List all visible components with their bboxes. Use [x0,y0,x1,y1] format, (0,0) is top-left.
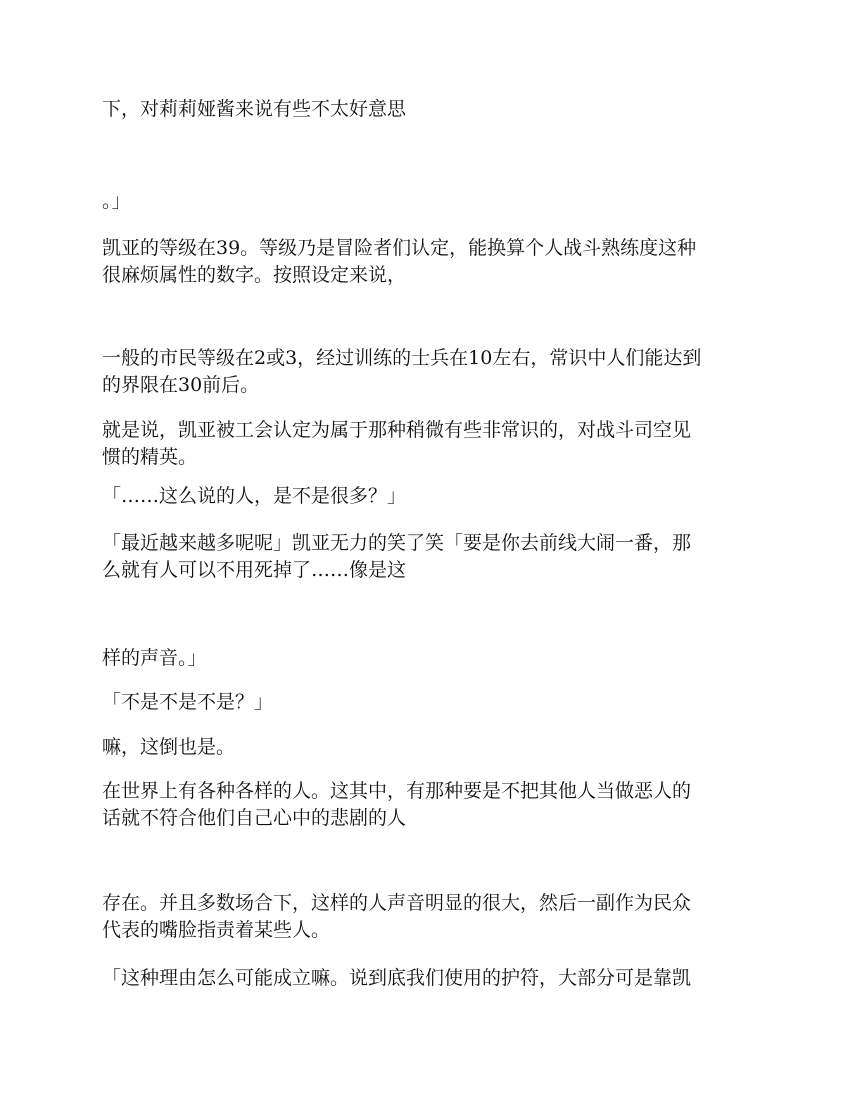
paragraph-5 [102,417,750,471]
paragraph-9 [102,689,750,716]
text-line: 代表的嘴脸指责着某些人。 [102,919,331,941]
text-line: 么就有人可以不用死掉了……像是这 [102,559,407,581]
text-line: 一般的市民等级在2或3，经过训练的士兵在10左右，常识中人们能达到 [102,347,702,369]
paragraph-7 [102,530,750,584]
text-line: 很麻烦属性的数字。按照设定来说， [102,264,407,286]
text-line: 就是说，凯亚被工会认定为属于那种稍微有些非常识的，对战斗司空见 [102,419,692,441]
paragraph-1 [102,96,750,123]
text-line: 惯的精英。 [102,446,198,468]
paragraph-4 [102,345,750,399]
paragraph-6 [102,483,750,510]
text-line: 样的声音。」 [102,647,207,669]
text-line: 「最近越来越多呢呢」凯亚无力的笑了笑「要是你去前线大闹一番，那 [102,532,692,554]
paragraph-2 [102,188,750,215]
paragraph-8 [102,645,750,672]
text-line: 在世界上有各种各样的人。这其中，有那种要是不把其他人当做恶人的 [102,780,692,802]
paragraph-13 [102,965,750,992]
paragraph-3 [102,235,750,289]
text-line: 凯亚的等级在39。等级乃是冒险者们认定，能换算个人战斗熟练度这种 [102,237,697,259]
text-line: 存在。并且多数场合下，这样的人声音明显的很大，然后一副作为民众 [102,892,692,914]
text-line: 。」 [102,190,131,212]
text-line: 的界限在30前后。 [102,374,260,396]
paragraph-10 [102,734,750,761]
paragraph-12 [102,890,750,944]
text-line: 「这种理由怎么可能成立嘛。说到底我们使用的护符，大部分可是靠凯 [102,967,692,989]
text-line: 「……这么说的人，是不是很多？」 [102,485,407,507]
text-line: 嘛，这倒也是。 [102,736,236,758]
text-line: 「不是不是不是？」 [102,691,274,713]
text-line: 话就不符合他们自己心中的悲剧的人 [102,807,407,829]
paragraph-11 [102,778,750,832]
text-line: 下，对莉莉娅酱来说有些不太好意思 [102,98,407,120]
